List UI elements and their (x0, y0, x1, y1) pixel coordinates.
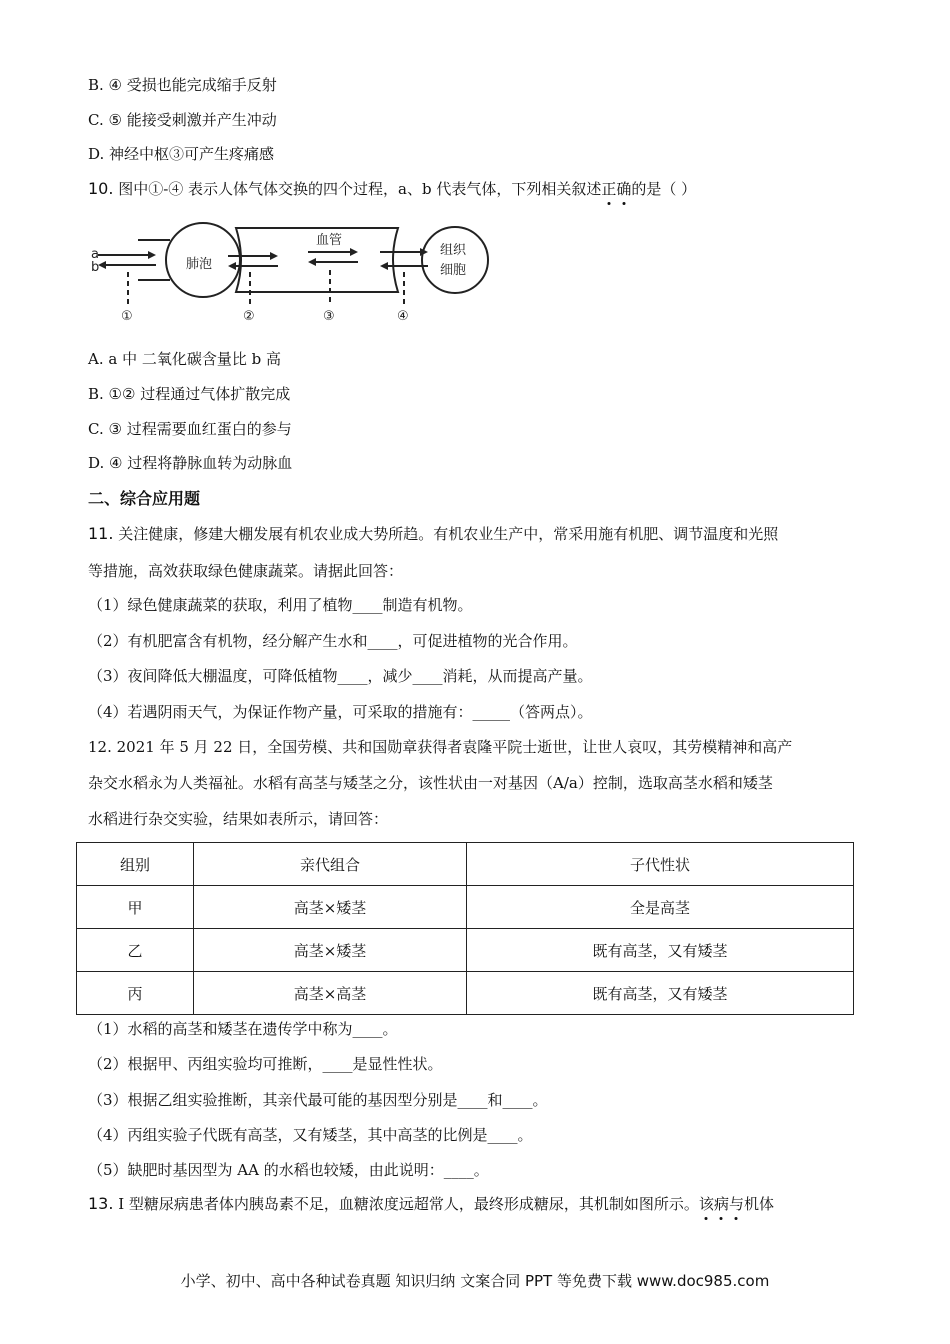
table-header-cell: 组别 (77, 843, 194, 886)
label-alveolus: 肺泡 (186, 257, 213, 272)
q10-option-a: A. a 中 二氧化碳含量比 b 高 (88, 350, 281, 368)
q13-stem-text: Ⅰ 型糖尿病患者体内胰岛素不足，血糖浓度远超常人，最终形成糖尿，其机制如图所示。 (113, 1195, 699, 1213)
emphasis-char: 病 (713, 1195, 729, 1213)
table-cell: 高茎×高茎 (194, 972, 467, 1015)
table-header-cell: 子代性状 (467, 843, 854, 886)
q10-option-c: C. ③ 过程需要血红蛋白的参与 (88, 420, 292, 438)
cross-results-table (76, 842, 854, 1015)
q11-stem-line1 (88, 523, 778, 545)
label-cell: 细胞 (440, 263, 467, 278)
q12-part-3: （3）根据乙组实验推断，其亲代最可能的基因型分别是____和____。 (88, 1091, 548, 1109)
table-header-row (77, 843, 854, 886)
q11-part-4: （4）若遇阴雨天气，为保证作物产量，可采取的措施有：_____（答两点）。 (88, 703, 593, 721)
q10-stem (88, 178, 696, 200)
q10-stem-text: 图中①-④ 表示人体气体交换的四个过程，a、b 代表气体，下列相关叙述 (113, 180, 602, 198)
process-3: ③ (323, 309, 335, 324)
q12-part-4: （4）丙组实验子代既有高茎，又有矮茎，其中高茎的比例是____。 (88, 1126, 533, 1144)
emphasis-char: 正 (601, 180, 617, 198)
label-b: b (91, 260, 100, 275)
q12-part-1: （1）水稻的高茎和矮茎在遗传学中称为____。 (88, 1020, 398, 1038)
table-cell: 既有高茎，又有矮茎 (467, 929, 854, 972)
label-blood-vessel: 血管 (316, 233, 343, 248)
q9-option-b: B. ④ 受损也能完成缩手反射 (88, 76, 277, 94)
table-header-cell: 亲代组合 (194, 843, 467, 886)
q12-part-2: （2）根据甲、丙组实验均可推断，____是显性性状。 (88, 1055, 443, 1073)
table-row (77, 929, 854, 972)
emphasis-char: 与 (728, 1195, 744, 1213)
table-row (77, 886, 854, 929)
q11-stem-text: 关注健康，修建大棚发展有机农业成大势所趋。有机农业生产中，常采用施有机肥、调节温度和光照 (113, 525, 779, 543)
gas-exchange-diagram (88, 220, 467, 330)
q12-stem-line2: 杂交水稻永为人类福祉。水稻有高茎与矮茎之分，该性状由一对基因（A/a）控制，选取高茎水稻和矮茎 (88, 774, 773, 792)
process-4: ④ (397, 309, 409, 324)
question-number: 13. (88, 1194, 114, 1213)
table-cell: 全是高茎 (467, 886, 854, 929)
q11-part-2: （2）有机肥富含有机物，经分解产生水和____，可促进植物的光合作用。 (88, 632, 578, 650)
emphasis-char: 该 (698, 1195, 714, 1213)
emphasis-char: 确 (616, 180, 632, 198)
q11-part-1: （1）绿色健康蔬菜的获取，利用了植物____制造有机物。 (88, 596, 473, 614)
q10-option-d: D. ④ 过程将静脉血转为动脉血 (88, 454, 293, 472)
question-number: 11. (88, 524, 114, 543)
label-tissue: 组织 (440, 243, 467, 258)
tissue-cell-shape (422, 227, 488, 293)
q10-option-b: B. ①② 过程通过气体扩散完成 (88, 385, 291, 403)
table-cell: 高茎×矮茎 (194, 929, 467, 972)
label-a: a (91, 247, 99, 262)
q12-part-5: （5）缺肥时基因型为 AA 的水稻也较矮，由此说明：____。 (88, 1161, 489, 1179)
q11-part-3: （3）夜间降低大棚温度，可降低植物____，减少____消耗，从而提高产量。 (88, 667, 593, 685)
section-title: 二、综合应用题 (88, 489, 201, 508)
process-2: ② (243, 309, 255, 324)
table-cell: 乙 (77, 929, 194, 972)
process-1: ① (121, 309, 133, 324)
table-cell: 甲 (77, 886, 194, 929)
table-row (77, 972, 854, 1015)
question-number: 10. (88, 179, 114, 198)
q12-stem-line3: 水稻进行杂交实验，结果如表所示，请回答： (88, 810, 389, 828)
q11-stem-line2: 等措施，高效获取绿色健康蔬菜。请据此回答： (88, 562, 404, 580)
q10-stem-tail: 的是（ ） (631, 180, 697, 198)
page-footer: 小学、初中、高中各种试卷真题 知识归纳 文案合同 PPT 等免费下载 www.doc985.com (180, 1272, 770, 1290)
q13-stem (88, 1193, 774, 1215)
q12-stem-line1: 12. 2021 年 5 月 22 日，全国劳模、共和国勋章获得者袁隆平院士逝世，让世人哀叹，其劳模精神和高产 (88, 738, 793, 756)
q13-stem-tail: 机体 (743, 1195, 774, 1213)
table-cell: 丙 (77, 972, 194, 1015)
q9-option-d: D. 神经中枢③可产生疼痛感 (88, 145, 275, 163)
table-cell: 既有高茎，又有矮茎 (467, 972, 854, 1015)
q9-option-c: C. ⑤ 能接受刺激并产生冲动 (88, 111, 277, 129)
table-cell: 高茎×矮茎 (194, 886, 467, 929)
